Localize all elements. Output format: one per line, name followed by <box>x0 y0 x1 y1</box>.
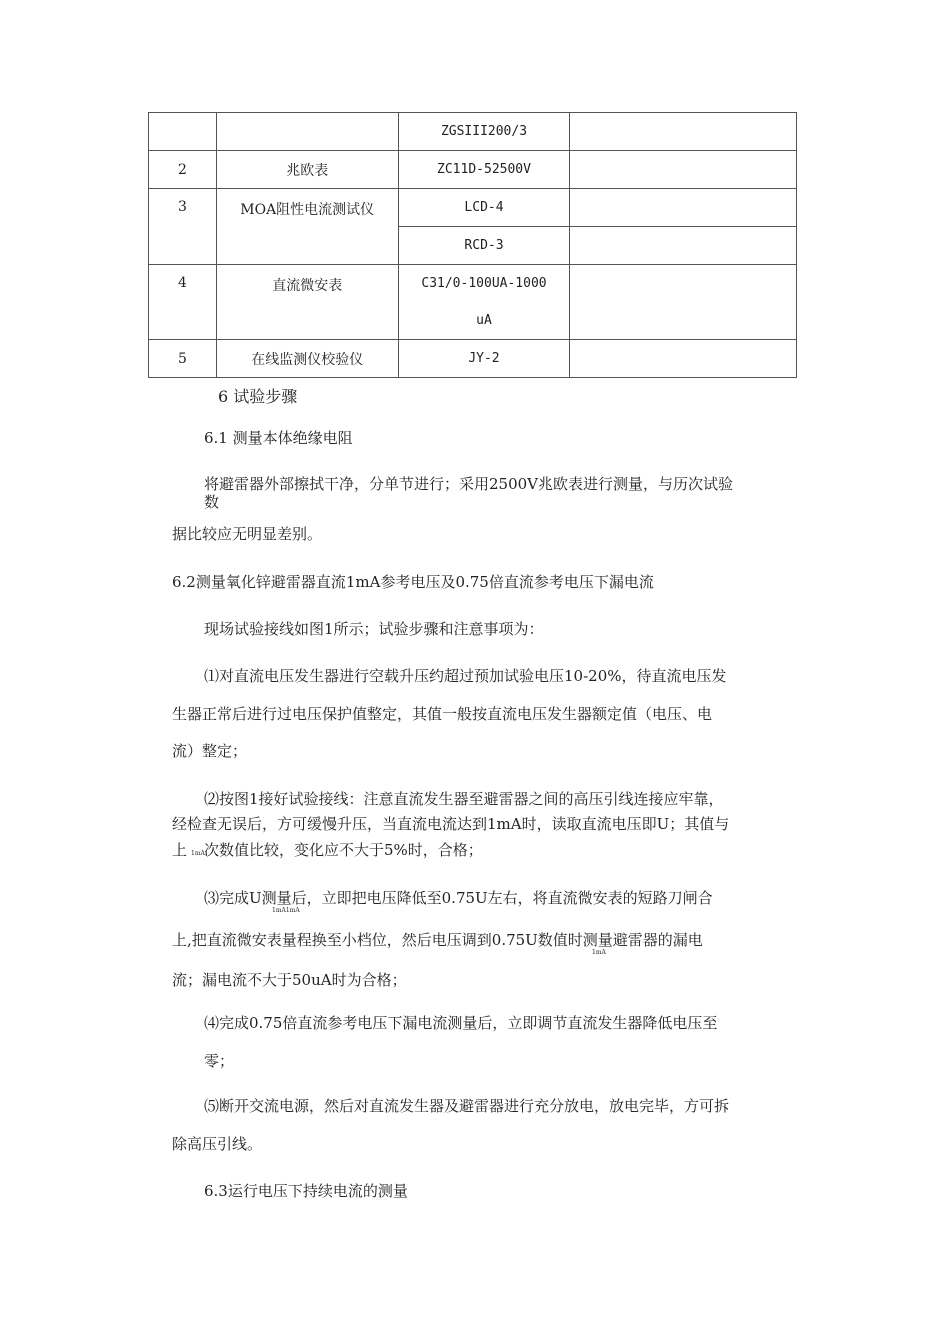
step-3-subscript-2: 1mA <box>592 949 606 956</box>
cell-remark <box>570 113 797 151</box>
table-row <box>149 340 797 378</box>
step-2-line3a: 上 <box>172 841 188 859</box>
step-1-line1: ⑴对直流电压发生器进行空载升压约超过预加试验电压10-20%，待直流电压发 <box>204 667 727 685</box>
section-6-1-heading: 6.1 测量本体绝缘电阻 <box>204 429 353 447</box>
paragraph-6-1-line1b: 数 <box>204 493 220 511</box>
step-3-line3: 流；漏电流不大于50uA时为合格； <box>172 971 407 989</box>
step-2-line2: 经检查无误后，方可缓慢升压，当直流电流达到1mA时，读取直流电压即U；其值与 <box>172 815 730 833</box>
cell-remark <box>570 151 797 189</box>
cell-remark <box>570 265 797 340</box>
section-6-3-heading: 6.3运行电压下持续电流的测量 <box>204 1182 408 1200</box>
section-6-2-heading: 6.2测量氧化锌避雷器直流1mA参考电压及0.75倍直流参考电压下漏电流 <box>172 573 654 591</box>
step-1-line2: 生器正常后进行过电压保护值整定，其值一般按直流电压发生器额定值（电压、电 <box>172 705 713 723</box>
cell-no: 5 <box>149 340 217 378</box>
cell-name: 兆欧表 <box>216 151 398 189</box>
table-row <box>149 265 797 303</box>
equipment-table <box>148 112 797 378</box>
cell-name <box>216 113 398 151</box>
cell-remark <box>570 189 797 227</box>
step-3-line1: ⑶完成U测量后，立即把电压降低至0.75U左右，将直流微安表的短路刀闸合 <box>204 889 713 907</box>
step-2-line1: ⑵按图1接好试验接线：注意直流发生器至避雷器之间的高压引线连接应牢靠， <box>204 790 724 808</box>
cell-model: ZGSIII200/3 <box>398 113 570 151</box>
cell-no <box>149 113 217 151</box>
cell-model: ZC11D-52500V <box>398 151 570 189</box>
paragraph-6-1-line2: 据比较应无明显差别。 <box>172 525 323 543</box>
cell-no: 3 <box>149 189 217 265</box>
cell-model: C31/0-100UA-1000 <box>398 265 570 303</box>
paragraph-6-1-line1: 将避雷器外部擦拭干净，分单节进行；采用2500V兆欧表进行测量，与历次试验 <box>204 475 734 493</box>
table-row <box>149 151 797 189</box>
cell-no: 4 <box>149 265 217 340</box>
section-6-heading: 6 试验步骤 <box>218 387 298 406</box>
step-3-line2: 上,把直流微安表量程换至小档位，然后电压调到0.75U数值时测量避雷器的漏电 <box>172 931 703 949</box>
cell-model: JY-2 <box>398 340 570 378</box>
cell-model: LCD-4 <box>398 189 570 227</box>
paragraph-6-2-intro: 现场试验接线如图1所示；试验步骤和注意事项为： <box>204 620 544 638</box>
cell-no: 2 <box>149 151 217 189</box>
cell-name: 在线监测仪校验仪 <box>216 340 398 378</box>
cell-name: 直流微安表 <box>216 265 398 340</box>
step-4-line1: ⑷完成0.75倍直流参考电压下漏电流测量后，立即调节直流发生器降低电压至 <box>204 1014 718 1032</box>
cell-name: MOA阻性电流测试仪 <box>216 189 398 265</box>
step-3-subscript-1: 1mA1mA <box>272 907 300 914</box>
cell-model: RCD-3 <box>398 227 570 265</box>
step-2-line3b: 次数值比较，变化应不大于5%时，合格； <box>204 841 483 859</box>
table-row <box>149 113 797 151</box>
step-2-subscript: 1mA <box>191 850 205 857</box>
cell-model: uA <box>398 302 570 340</box>
step-1-line3: 流）整定； <box>172 742 248 760</box>
step-5-line2: 除高压引线。 <box>172 1135 263 1153</box>
cell-remark <box>570 340 797 378</box>
cell-remark <box>570 227 797 265</box>
step-5-line1: ⑸断开交流电源，然后对直流发生器及避雷器进行充分放电，放电完毕，方可拆 <box>204 1097 730 1115</box>
step-4-line2: 零； <box>204 1052 235 1070</box>
table-row <box>149 189 797 227</box>
